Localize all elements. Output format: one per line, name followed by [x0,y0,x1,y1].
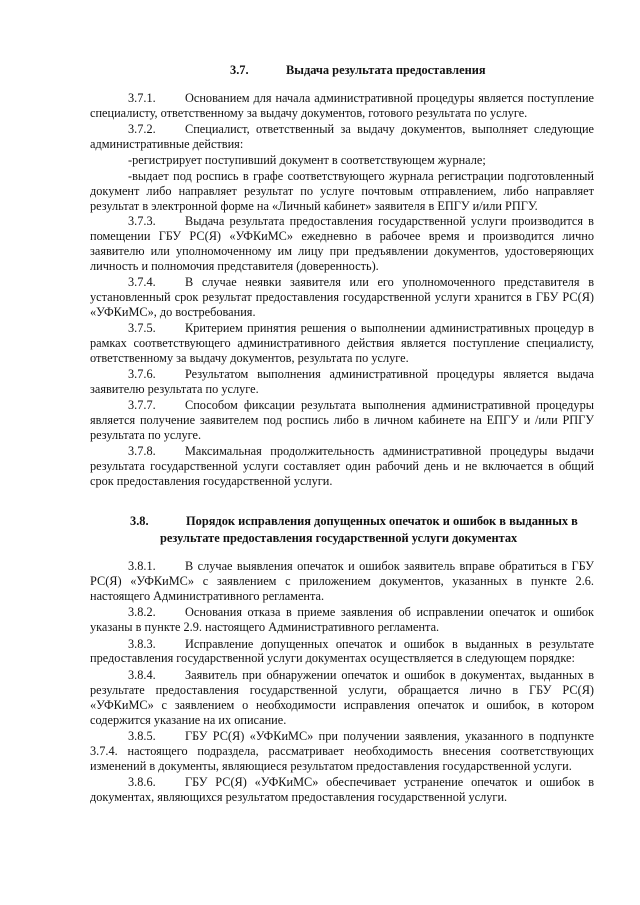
paragraph-number: 3.7.1. [128,91,156,105]
paragraph-text: Максимальная продолжительность административной процедуры выдачи результата государственной услуги составляет один рабочий день и не включается в общий срок предоставления государственной услуги. [90,444,594,488]
section-title-line-2: результате предоставления государственной услуги документах [160,531,518,545]
paragraph-number: 3.7.2. [128,122,156,137]
paragraph-3-8-2 [90,605,594,635]
paragraph-3-7-8 [90,444,594,488]
paragraph-text: Основанием для начала административной процедуры является поступление специалисту, ответственному за выдачу документов, готового результата по услуге. [90,91,594,120]
paragraph-number: 3.7.8. [128,444,156,459]
paragraph-text: В случае неявки заявителя или его уполномоченного представителя в установленный срок результат предоставления государственной услуги хранится в ГБУ РС(Я) «УФКиМС», до востребования. [90,274,594,319]
paragraph-number: 3.8.2. [128,605,156,620]
section-heading-3-7 [230,62,530,79]
section-body-3-7 [90,91,594,490]
section-body-3-8 [90,559,594,807]
paragraph-text: В случае выявления опечаток и ошибок заявитель вправе обратиться в ГБУ РС(Я) «УФКиМС» с заявлением с приложением документов, указанных в пункте 2.6. настоящего Административного регламента. [90,559,594,603]
paragraph-number: 3.8.6. [128,775,156,790]
paragraph-text: ГБУ РС(Я) «УФКиМС» обеспечивает устранение опечаток и ошибок в документах, являющихся результатом предоставления государственной услуги. [90,775,594,805]
paragraph-3-7-1 [90,91,594,121]
paragraph-3-8-6 [90,775,594,805]
paragraph-number: 3.7.4. [128,274,156,289]
paragraph-number: 3.8.3. [128,636,156,651]
paragraph-text: Результатом выполнения административной процедуры является выдача заявителю результата по услуге. [90,366,594,396]
paragraph-3-8-3 [90,637,594,667]
paragraph-3-7-6 [90,367,594,397]
section-heading-3-8 [130,513,600,547]
paragraph-number: 3.7.7. [128,398,156,413]
paragraph-3-7-5 [90,321,594,365]
paragraph-text: Способом фиксации результата выполнения административной процедуры является получение заявителем под роспись либо в личном кабинете на ЕПГУ и /или РПГУ результата по услуге. [90,398,594,442]
section-title-line-1: Порядок исправления допущенных опечаток и ошибок в выданных в [186,514,578,528]
paragraph-3-8-5 [90,729,594,774]
paragraph-number: 3.7.6. [128,366,156,381]
paragraph-3-7-4 [90,275,594,319]
section-number: 3.7. [230,63,249,77]
paragraph-text: Критерием принятия решения о выполнении административных процедур в рамках соответствующего административного действия является поступление специалисту, ответственному за выдачу документов, результата по услуге. [90,320,594,365]
paragraph-number: 3.8.4. [128,667,156,682]
paragraph-3-7-3 [90,214,594,273]
action-item: -выдает под роспись в графе соответствующего журнала регистрации подготовленный документ либо направляет результат по услуге почтовым отправлением, либо направляет результат в электронной форме на «Личный кабинет» заявителя в ЕПГУ и/или РПГУ. [90,168,594,213]
paragraph-text: Основания отказа в приеме заявления об исправлении опечаток и ошибок указаны в пункте 2.9. настоящего Административного регламента. [90,605,594,635]
paragraph-text: ГБУ РС(Я) «УФКиМС» при получении заявления, указанного в подпункте 3.7.4. настоящего подраздела, рассматривает необходимость внесения соответствующих изменений в документы, являющиеся результатом предоставления государственной услуги. [90,728,594,773]
paragraph-3-7-7 [90,398,594,442]
paragraph-text: Выдача результата предоставления государственной услуги производится в помещении ГБУ РС(Я) «УФКиМС» ежедневно в рабочее время и производится лично заявителю или уполномоченному им лицу при предъявлении документов, удостоверяющих личность и полномочия представителя (доверенность). [90,214,594,273]
paragraph-number: 3.8.1. [128,559,156,573]
paragraph-text: Исправление допущенных опечаток и ошибок в выданных в результате предоставления государственной услуги документах осуществляется в следующем порядке: [90,636,594,666]
paragraph-3-7-2 [90,122,594,152]
paragraph-text: Заявитель при обнаружении опечаток и ошибок в документах, выданных в результате предоставления государственной услуги, обращается лично в ГБУ РС(Я) «УФКиМС» с заявлением о необходимости исправления опечаток и ошибок, в котором содержится указание на их описание. [90,667,594,727]
section-number: 3.8. [130,514,149,528]
section-title: Выдача результата предоставления [286,63,486,77]
paragraph-number: 3.8.5. [128,728,156,743]
paragraph-number: 3.7.3. [128,214,156,229]
paragraph-3-8-4 [90,668,594,728]
paragraph-number: 3.7.5. [128,320,156,335]
paragraph-text: Специалист, ответственный за выдачу документов, выполняет следующие административные действия: [90,122,594,151]
action-item: -регистрирует поступивший документ в соответствующем журнале; [128,153,486,168]
paragraph-3-8-1 [90,559,594,604]
